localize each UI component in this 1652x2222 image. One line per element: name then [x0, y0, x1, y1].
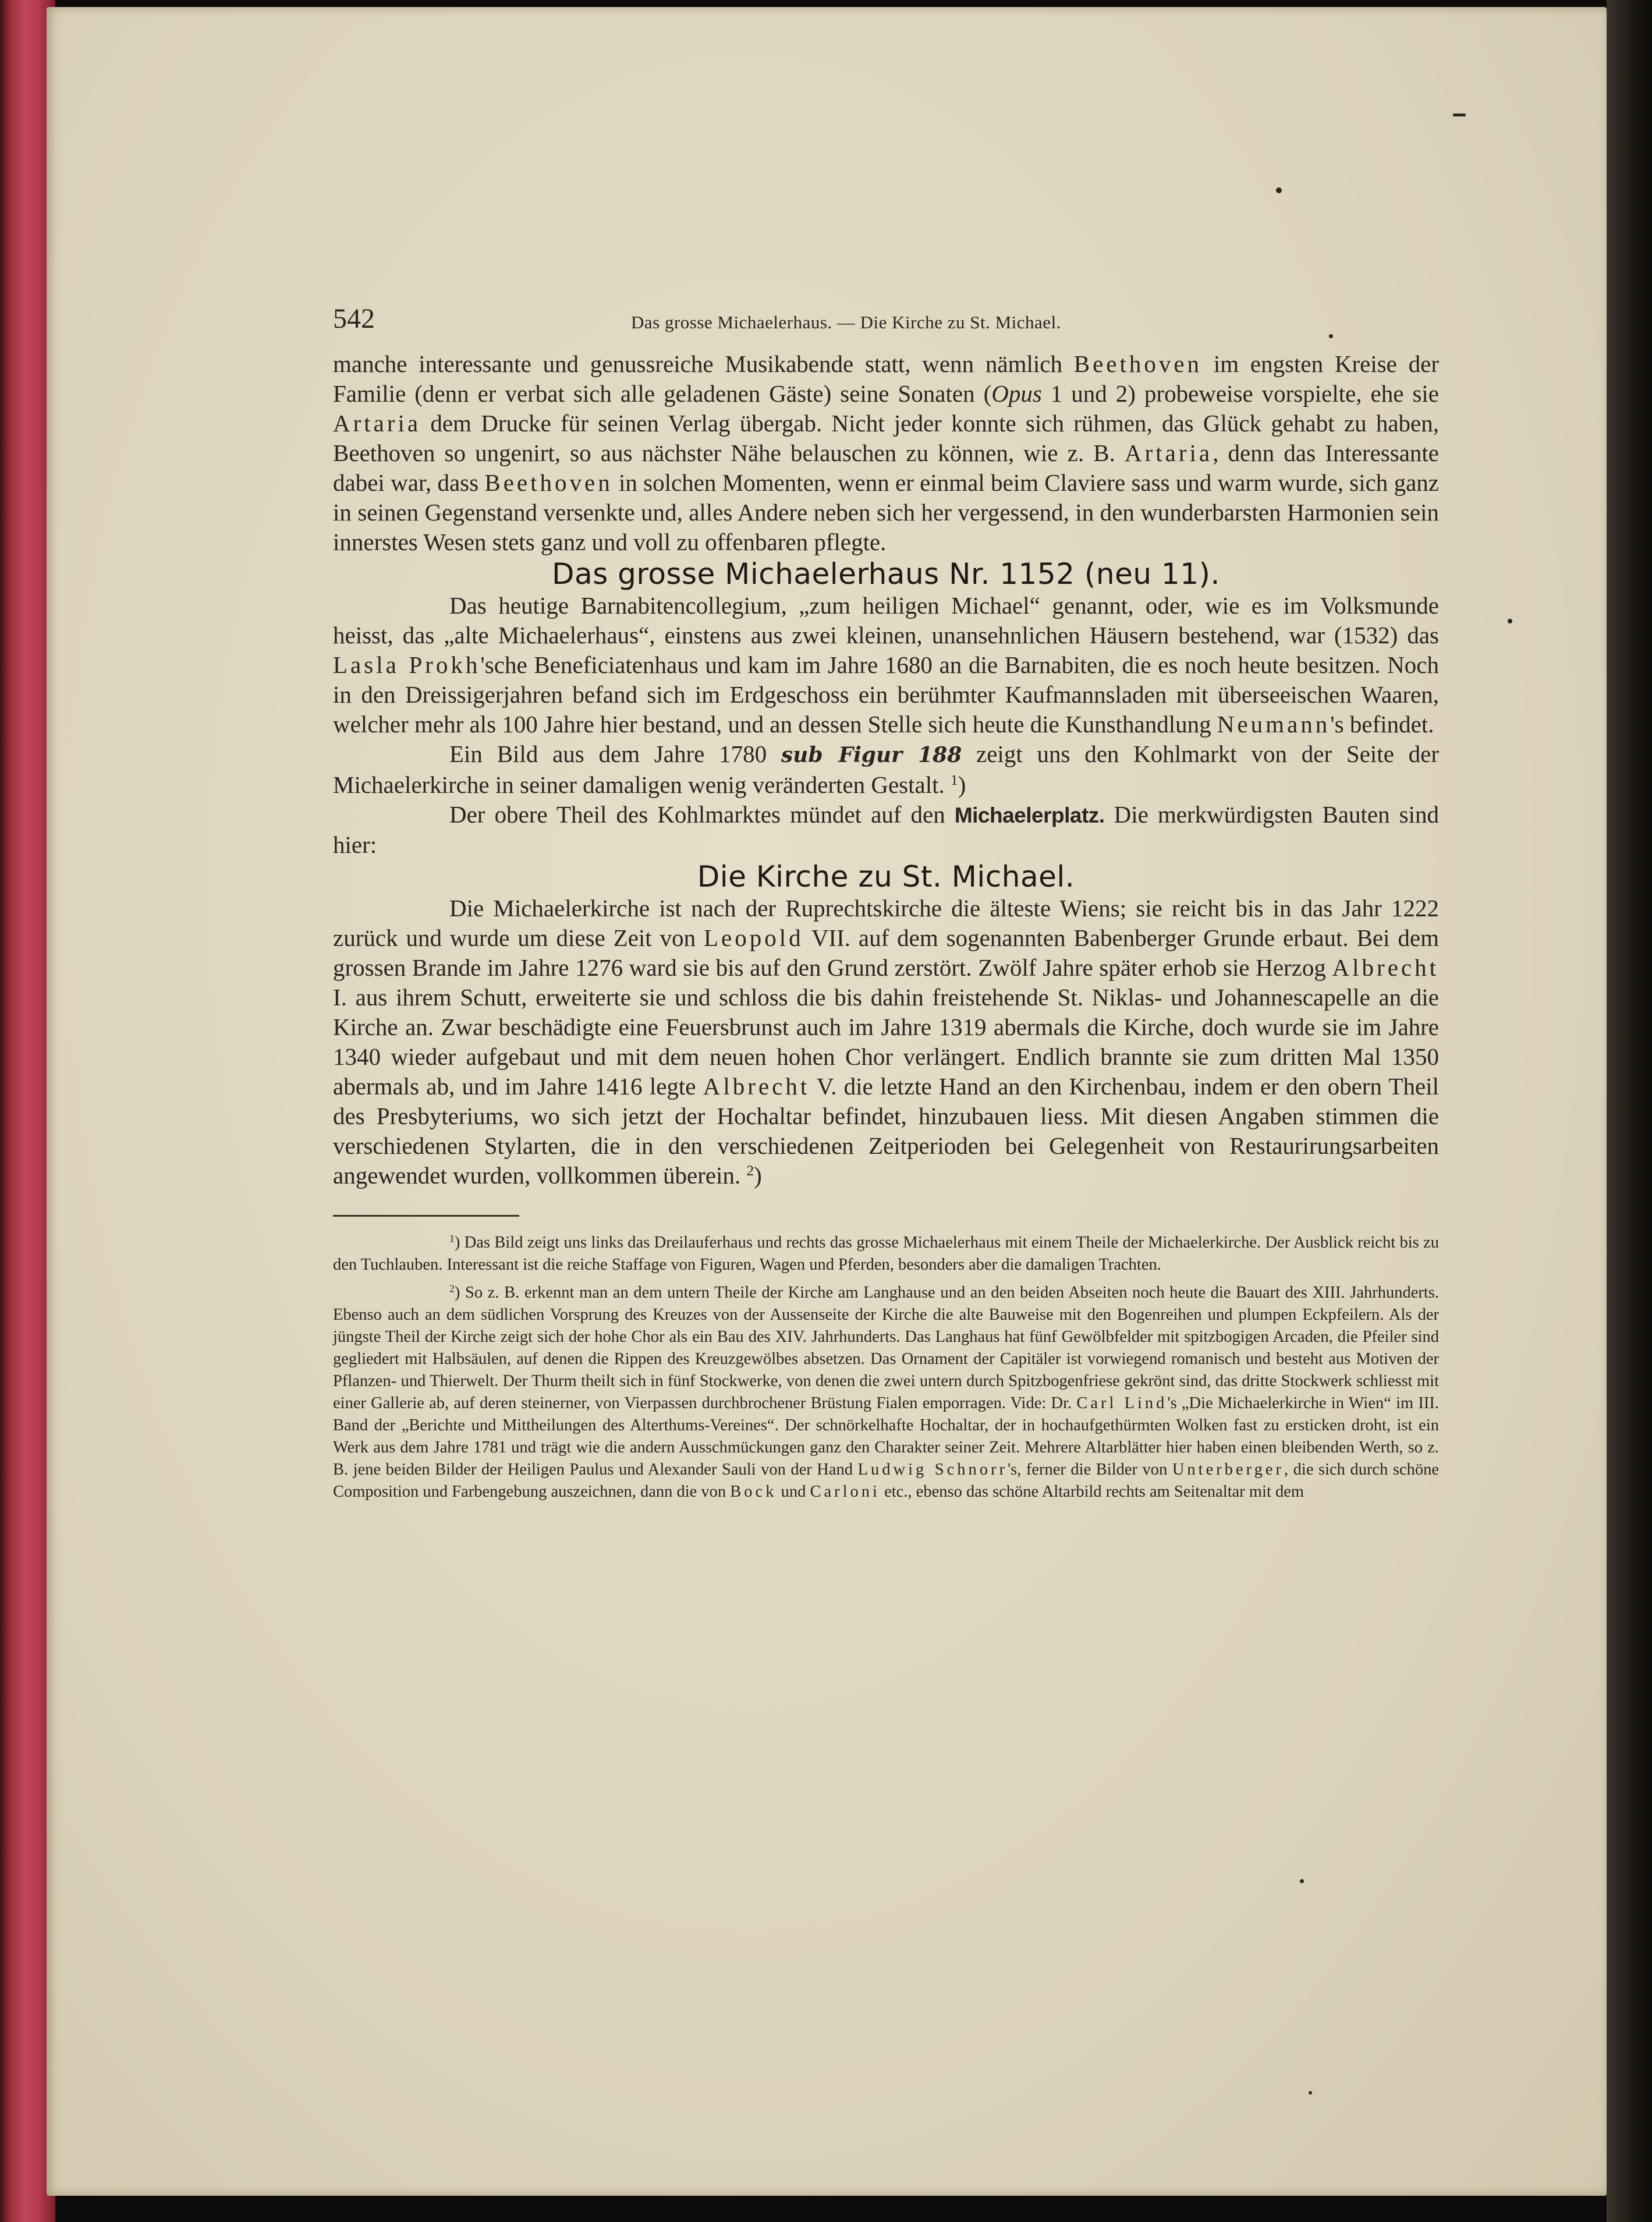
ink-speck — [1453, 114, 1466, 116]
section-heading-michaelerhaus: Das grosse Michaelerhaus Nr. 1152 (neu 11). — [552, 557, 1220, 591]
paragraph-barnabitencollegium: Das heutige Barnabitencollegium, „zum heiligen Michael“ genannt, oder, wie es im Volksmunde heisst, das „alte Michaelerhaus“, einstens aus zwei kleinen, unansehnlichen Häusern bestehend, war (1532) das Lasla Prokh'sche Beneficiatenhaus und kam im Jahre 1680 an die Barnabiten, die es noch heute besitzen. Noch in den Dreissigerjahren befand sich im Erdgeschoss ein berühmter Kaufmannsladen mit überseeischen Waaren, welcher mehr als 100 Jahre hier bestand, und an dessen Stelle sich heute die Kunsthandlung Neumann's befindet. — [333, 592, 1439, 738]
paragraph-bild-1780: Ein Bild aus dem Jahre 1780 sub Figur 188 zeigt uns den Kohlmarkt von der Seite der Michaelerkirche in seiner damaligen wenig veränderten Gestalt. $^1$) — [333, 740, 1440, 798]
ink-speck — [1300, 1879, 1304, 1883]
running-header — [333, 297, 1439, 349]
page-content — [333, 297, 1439, 1509]
figure-reference: sub Figur 188 — [781, 743, 962, 767]
michaelerplatz-term: Michaelerplatz. — [954, 803, 1105, 827]
footnote-divider — [333, 1215, 519, 1217]
paragraph-michaelerkirche: Die Michaelerkirche ist nach der Ruprechtskirche die älteste Wiens; sie reicht bis in das Jahr 1222 zurück und wurde um diese Zeit von Leopold VII. auf dem sogenannten Babenberger Grunde erbaut. Bei dem grossen Brande im Jahre 1276 ward sie bis auf den Grund zerstört. Zwölf Jahre später erhob sie Herzog Albrecht I. aus ihrem Schutt, erweiterte sie und schloss die bis dahin freistehende St. Niklas- und Johannescapelle an die Kirche an. Zwar beschädigte eine Feuersbrunst auch im Jahre 1319 abermals die Kirche, doch wurde sie im Jahre 1340 wieder aufgebaut und mit dem neuen hohen Chor verlängert. Endlich brannte sie zum dritten Mal 1350 abermals ab, und im Jahre 1416 legte Albrecht V. die letzte Hand an den Kirchenbau, indem er den obern Theil des Presbyteriums, wo sich jetzt der Hochaltar befindet, hinzubauen liess. Mit diesen Angaben stimmen die verschiedenen Stylarten, die in den verschiedenen Zeitperioden bei Gelegenheit von Restaurirungsarbeiten angewendet wurden, vollkommen überein. $^2$) — [333, 895, 1439, 1189]
running-title: Das grosse Michaelerhaus. — Die Kirche zu St. Michael. — [631, 312, 1061, 332]
ink-speck — [1508, 619, 1512, 623]
footnote-2: $^2$) So z. B. erkennt man an dem untern Theile der Kirche am Langhause und an den beiden Abseiten noch heute die Bauart des XIII. Jahrhunderts. Ebenso auch an dem südlichen Vorsprung des Kreuzes von der Aussenseite der Kirche die alte Bauweise mit den Bogenreihen und plumpen Eckpfeilern. Als der jüngste Theil der Kirche zeigt sich der hohe Chor als ein Bau des XIV. Jahrhunderts. Das Langhaus hat fünf Gewölbfelder mit spitzbogigen Arcaden, die Pfeiler sind gegliedert mit Halbsäulen, auf denen die Rippen des Kreuzgewölbes absetzen. Das Ornament der Capitäler ist vorwiegend romanisch und besteht aus Motiven der Pflanzen- und Thierwelt. Der Thurm theilt sich in fünf Stockwerke, von denen die zwei untern durch Spitzbogenfriese gekrönt sind, das dritte Stockwerk schliesst mit einer Gallerie ab, auf deren steinerner, von Vierpassen durchbrochener Brüstung Fialen emporragen. Vide: Dr. Carl Lind's „Die Michaelerkirche in Wien“ im III. Band der „Berichte und Mittheilungen des Alterthums-Vereines“. Der schnörkelhafte Hochaltar, der in hochaufgethürmten Wolken fast zu ersticken droht, ist ein Werk aus dem Jahre 1781 und trägt wie die andern Ausschmückungen ganz den Charakter seiner Zeit. Mehrere Altarblätter hier haben einen bleibenden Werth, so z. B. jene beiden Bilder der Heiligen Paulus und Alexander Sauli von der Hand Ludwig Schnorr's, ferner die Bilder von Unterberger, die sich durch schöne Composition und Farbengebung auszeichnen, dann die von Bock und Carloni etc., ebenso das schöne Altarbild rechts am Seitenaltar mit dem — [333, 1282, 1440, 1501]
page-gutter-shadow — [1607, 0, 1652, 2222]
footnote-1: $^1$) Das Bild zeigt uns links das Dreilauferhaus und rechts das grosse Michaelerhaus mit einem Theile der Michaelerkirche. Der Ausblick reicht bis zu den Tuchlauben. Interessant ist die reiche Staffage von Figuren, Wagen und Pferden, besonders aber die damaligen Trachten. — [333, 1232, 1439, 1274]
footnote-ref-1: 1 — [951, 772, 958, 789]
section-heading-kirche: Die Kirche zu St. Michael. — [697, 860, 1075, 894]
paragraph-beethoven: manche interessante und genussreiche Musikabende statt, wenn nämlich Beethoven im engsten Kreise der Familie (denn er verbat sich alle geladenen Gäste) seine Sonaten (Opus 1 und 2) probeweise vorspielte, ehe sie Artaria dem Drucke für seinen Verlag übergab. Nicht jeder konnte sich rühmen, das Glück gehabt zu haben, Beethoven so ungenirt, so aus nächster Nähe belauschen zu können, wie z. B. Artaria, denn das Interessante dabei war, dass Beethoven in solchen Momenten, wenn er einmal beim Claviere sass und warm wurde, sich ganz in seinen Gegenstand versenkte und, alles Andere neben sich her vergessend, in den wunderbarsten Harmonien sein innerstes Wesen stets ganz und voll zu offenbaren pflegte. — [333, 350, 1439, 555]
footnote-ref-2: 2 — [746, 1163, 754, 1179]
ink-speck — [1276, 187, 1282, 193]
page-number: 542 — [333, 303, 375, 334]
ink-speck — [1309, 2091, 1312, 2095]
paragraph-kohlmarkt: Der obere Theil des Kohlmarktes mündet auf den Michaelerplatz. Die merkwürdigsten Bauten sind hier: — [333, 801, 1439, 858]
